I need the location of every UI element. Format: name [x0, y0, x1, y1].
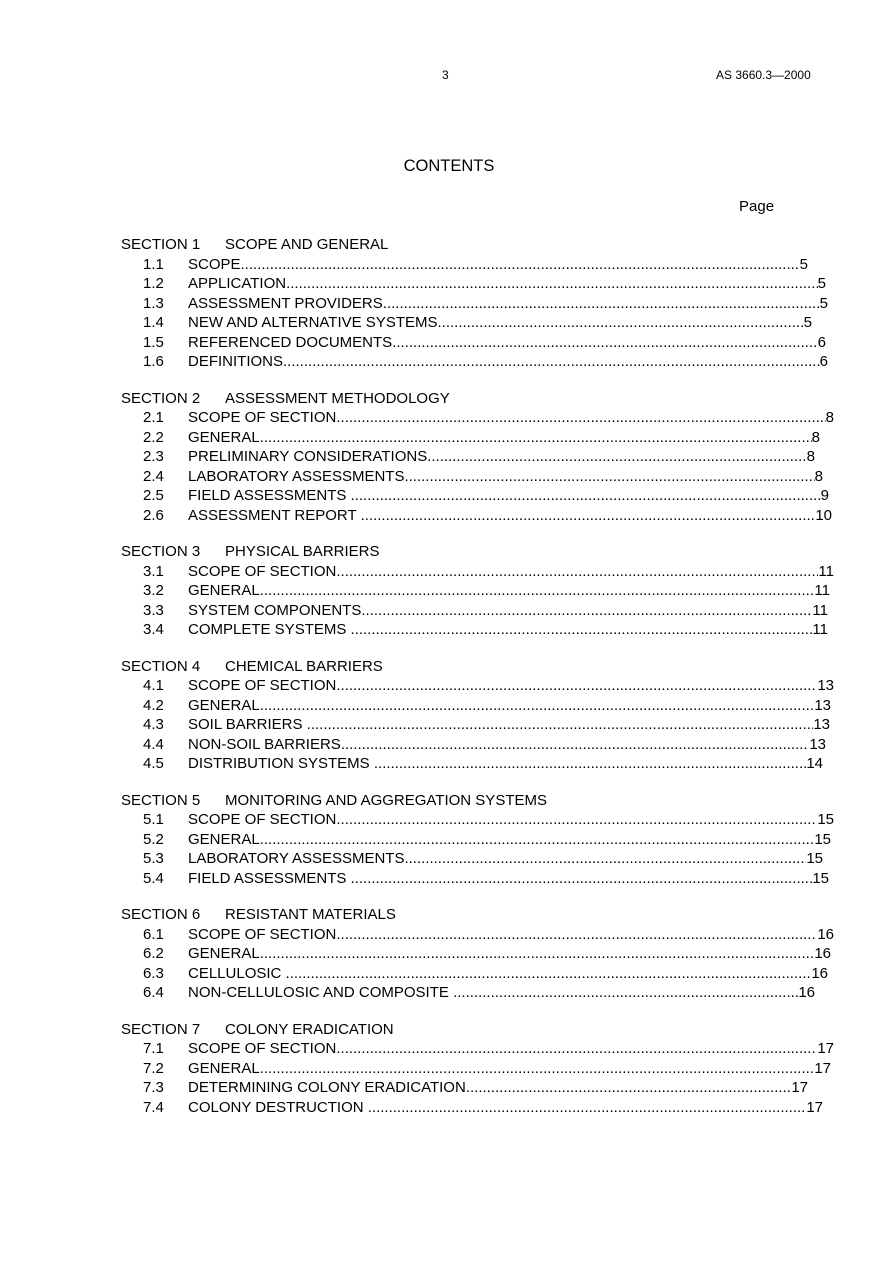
entry-number: 4.1: [143, 677, 164, 694]
toc-entry: [0, 352, 892, 372]
entry-title: SCOPE OF SECTION: [188, 1040, 337, 1057]
section-label: SECTION 1: [121, 236, 201, 253]
entry-title: COLONY DESTRUCTION: [188, 1098, 368, 1116]
entry-title: CELLULOSIC: [188, 964, 286, 982]
section-heading: [0, 657, 892, 677]
entry-page-number: 15: [814, 830, 831, 848]
dot-leader: [260, 696, 815, 716]
dot-leader: [260, 1059, 815, 1079]
entry-number: 7.2: [143, 1059, 164, 1077]
entry-title: SCOPE OF SECTION: [188, 811, 337, 828]
dot-leader: [336, 810, 817, 830]
section-heading: [0, 905, 892, 925]
entry-number: 5.1: [143, 811, 164, 828]
toc-entry: [0, 486, 892, 506]
entry-title: SCOPE: [188, 255, 241, 273]
entry-title: LABORATORY ASSESSMENTS: [188, 850, 405, 867]
section-label: SECTION 6: [121, 906, 201, 923]
dot-leader: [351, 486, 821, 506]
entry-title: NON-SOIL BARRIERS: [188, 735, 341, 753]
toc-entry: [0, 447, 892, 467]
contents-title: CONTENTS: [403, 157, 495, 175]
entry-title: GENERAL: [188, 582, 260, 599]
toc-entry: [0, 869, 892, 889]
table-of-contents: [0, 235, 892, 1134]
toc-entry: [0, 676, 892, 696]
entry-number: 2.4: [143, 467, 164, 485]
toc-entry: [0, 830, 892, 850]
entry-number: 3.3: [143, 601, 164, 619]
entry-page-number: 11: [812, 621, 828, 638]
entry-page-number: 15: [812, 869, 829, 887]
entry-number: 4.3: [143, 716, 164, 733]
entry-title: SOIL BARRIERS: [188, 716, 307, 733]
entry-number: 6.1: [143, 925, 164, 943]
entry-page-number: 13: [814, 696, 831, 714]
entry-title: SCOPE OF SECTION: [188, 409, 337, 426]
entry-number: 1.3: [143, 294, 164, 312]
section-heading: [0, 1020, 892, 1040]
entry-page-number: 17: [814, 1059, 831, 1077]
toc-entry: [0, 620, 892, 640]
entry-title: COMPLETE SYSTEMS: [188, 621, 351, 638]
section-title: CHEMICAL BARRIERS: [225, 657, 383, 675]
dot-leader: [361, 601, 812, 621]
entry-page-number: 5: [803, 314, 812, 331]
section-label: SECTION 3: [121, 543, 201, 560]
entry-number: 4.2: [143, 696, 164, 714]
entry-title: FIELD ASSESSMENTS: [188, 487, 351, 504]
dot-leader: [341, 735, 810, 755]
entry-page-number: 8: [825, 409, 834, 426]
toc-entry: [0, 274, 892, 294]
entry-page-number: 16: [811, 964, 828, 982]
entry-title: SCOPE OF SECTION: [188, 925, 337, 943]
entry-title: GENERAL: [188, 696, 260, 714]
section-title: PHYSICAL BARRIERS: [225, 543, 380, 560]
entry-number: 3.2: [143, 582, 164, 599]
entry-page-number: 13: [817, 677, 834, 694]
entry-number: 2.6: [143, 506, 164, 524]
toc-entry: [0, 810, 892, 830]
toc-entry: [0, 1039, 892, 1059]
dot-leader: [361, 506, 816, 526]
entry-title: FIELD ASSESSMENTS: [188, 869, 351, 887]
entry-number: 4.5: [143, 755, 164, 772]
entry-page-number: 11: [818, 562, 834, 580]
dot-leader: [260, 428, 812, 448]
entry-title: SCOPE OF SECTION: [188, 677, 337, 694]
dot-leader: [286, 964, 812, 984]
entry-page-number: 17: [806, 1098, 823, 1116]
dot-leader: [374, 754, 806, 774]
entry-title: REFERENCED DOCUMENTS: [188, 333, 393, 351]
section-title: COLONY ERADICATION: [225, 1020, 394, 1038]
entry-number: 2.5: [143, 487, 164, 504]
dot-leader: [466, 1078, 792, 1098]
section-heading: [0, 542, 892, 562]
dot-leader: [351, 620, 813, 640]
toc-entry: [0, 408, 892, 428]
entry-page-number: 14: [806, 755, 823, 772]
toc-entry: [0, 696, 892, 716]
toc-entry: [0, 506, 892, 526]
entry-number: 1.5: [143, 333, 164, 351]
entry-page-number: 11: [812, 601, 828, 619]
toc-entry: [0, 467, 892, 487]
entry-number: 7.4: [143, 1098, 164, 1116]
toc-entry: [0, 313, 892, 333]
page-column-label: Page: [739, 198, 775, 215]
dot-leader: [336, 562, 818, 582]
section-title: ASSESSMENT METHODOLOGY: [225, 389, 450, 407]
entry-number: 2.1: [143, 409, 164, 426]
toc-section: [0, 235, 892, 372]
page-number: 3: [442, 68, 449, 82]
dot-leader: [336, 408, 825, 428]
entry-number: 4.4: [143, 735, 164, 753]
dot-leader: [383, 294, 820, 314]
section-heading: [0, 235, 892, 255]
entry-page-number: 17: [817, 1040, 834, 1057]
dot-leader: [427, 447, 806, 467]
entry-number: 2.2: [143, 428, 164, 446]
dot-leader: [260, 830, 815, 850]
entry-number: 2.3: [143, 448, 164, 465]
dot-leader: [368, 1098, 807, 1118]
toc-entry: [0, 944, 892, 964]
entry-page-number: 16: [817, 925, 834, 943]
entry-page-number: 17: [791, 1079, 808, 1096]
entry-number: 5.2: [143, 830, 164, 848]
dot-leader: [438, 313, 804, 333]
dot-leader: [392, 333, 817, 353]
entry-number: 6.2: [143, 945, 164, 962]
entry-page-number: 11: [814, 582, 830, 599]
entry-page-number: 5: [817, 275, 826, 292]
toc-entry: [0, 562, 892, 582]
entry-title: SCOPE OF SECTION: [188, 562, 337, 580]
dot-leader: [336, 925, 817, 945]
entry-page-number: 13: [809, 735, 826, 753]
entry-title: GENERAL: [188, 1059, 260, 1077]
entry-title: SYSTEM COMPONENTS: [188, 601, 362, 619]
entry-title: GENERAL: [188, 830, 260, 848]
entry-page-number: 6: [817, 333, 826, 351]
toc-entry: [0, 754, 892, 774]
entry-number: 1.4: [143, 314, 164, 331]
toc-entry: [0, 581, 892, 601]
section-title: SCOPE AND GENERAL: [225, 236, 389, 253]
entry-number: 3.4: [143, 621, 164, 638]
section-label: SECTION 4: [121, 657, 201, 675]
entry-number: 6.4: [143, 984, 164, 1001]
entry-number: 6.3: [143, 964, 164, 982]
entry-page-number: 10: [815, 506, 832, 524]
toc-entry: [0, 849, 892, 869]
entry-page-number: 15: [817, 811, 834, 828]
section-label: SECTION 5: [121, 791, 201, 809]
dot-leader: [241, 255, 800, 275]
dot-leader: [286, 274, 818, 294]
section-heading: [0, 389, 892, 409]
entry-page-number: 13: [813, 716, 830, 733]
toc-entry: [0, 925, 892, 945]
toc-section: [0, 389, 892, 526]
entry-page-number: 8: [814, 467, 823, 485]
toc-entry: [0, 1059, 892, 1079]
toc-entry: [0, 294, 892, 314]
toc-entry: [0, 735, 892, 755]
toc-entry: [0, 1098, 892, 1118]
entry-page-number: 16: [814, 945, 831, 962]
entry-title: NEW AND ALTERNATIVE SYSTEMS: [188, 314, 438, 331]
entry-title: DEFINITIONS: [188, 353, 284, 370]
dot-leader: [336, 676, 817, 696]
dot-leader: [404, 467, 814, 487]
entry-page-number: 15: [806, 850, 823, 867]
dot-leader: [283, 352, 820, 372]
entry-title: GENERAL: [188, 428, 260, 446]
toc-entry: [0, 1078, 892, 1098]
entry-page-number: 5: [799, 255, 808, 273]
entry-title: GENERAL: [188, 945, 260, 962]
dot-leader: [453, 983, 798, 1003]
toc-section: [0, 1020, 892, 1118]
dot-leader: [260, 944, 815, 964]
entry-number: 3.1: [143, 562, 164, 580]
dot-leader: [336, 1039, 817, 1059]
toc-entry: [0, 333, 892, 353]
toc-section: [0, 791, 892, 889]
entry-page-number: 9: [820, 487, 829, 504]
entry-number: 1.6: [143, 353, 164, 370]
section-heading: [0, 791, 892, 811]
section-label: SECTION 2: [121, 389, 201, 407]
entry-page-number: 5: [819, 294, 828, 312]
entry-title: DETERMINING COLONY ERADICATION: [188, 1079, 466, 1096]
entry-page-number: 6: [819, 353, 828, 370]
toc-section: [0, 905, 892, 1003]
toc-entry: [0, 983, 892, 1003]
section-label: SECTION 7: [121, 1020, 201, 1038]
entry-number: 7.3: [143, 1079, 164, 1096]
entry-title: LABORATORY ASSESSMENTS: [188, 467, 405, 485]
toc-entry: [0, 428, 892, 448]
entry-title: ASSESSMENT PROVIDERS: [188, 294, 383, 312]
entry-number: 1.2: [143, 275, 164, 292]
toc-entry: [0, 601, 892, 621]
toc-entry: [0, 715, 892, 735]
dot-leader: [260, 581, 815, 601]
entry-title: ASSESSMENT REPORT: [188, 506, 361, 524]
entry-page-number: 8: [811, 428, 820, 446]
toc-section: [0, 657, 892, 774]
entry-number: 5.3: [143, 850, 164, 867]
entry-title: PRELIMINARY CONSIDERATIONS: [188, 448, 428, 465]
entry-title: DISTRIBUTION SYSTEMS: [188, 755, 374, 772]
section-title: MONITORING AND AGGREGATION SYSTEMS: [225, 791, 547, 809]
section-title: RESISTANT MATERIALS: [225, 906, 396, 923]
entry-number: 7.1: [143, 1040, 164, 1057]
toc-entry: [0, 255, 892, 275]
dot-leader: [307, 715, 814, 735]
entry-number: 5.4: [143, 869, 164, 887]
dot-leader: [351, 869, 813, 889]
entry-page-number: 16: [798, 984, 815, 1001]
toc-section: [0, 542, 892, 640]
entry-page-number: 8: [806, 448, 815, 465]
dot-leader: [404, 849, 806, 869]
toc-entry: [0, 964, 892, 984]
entry-number: 1.1: [143, 255, 164, 273]
entry-title: APPLICATION: [188, 275, 287, 292]
document-id: AS 3660.3—2000: [716, 68, 811, 82]
entry-title: NON-CELLULOSIC AND COMPOSITE: [188, 984, 454, 1001]
